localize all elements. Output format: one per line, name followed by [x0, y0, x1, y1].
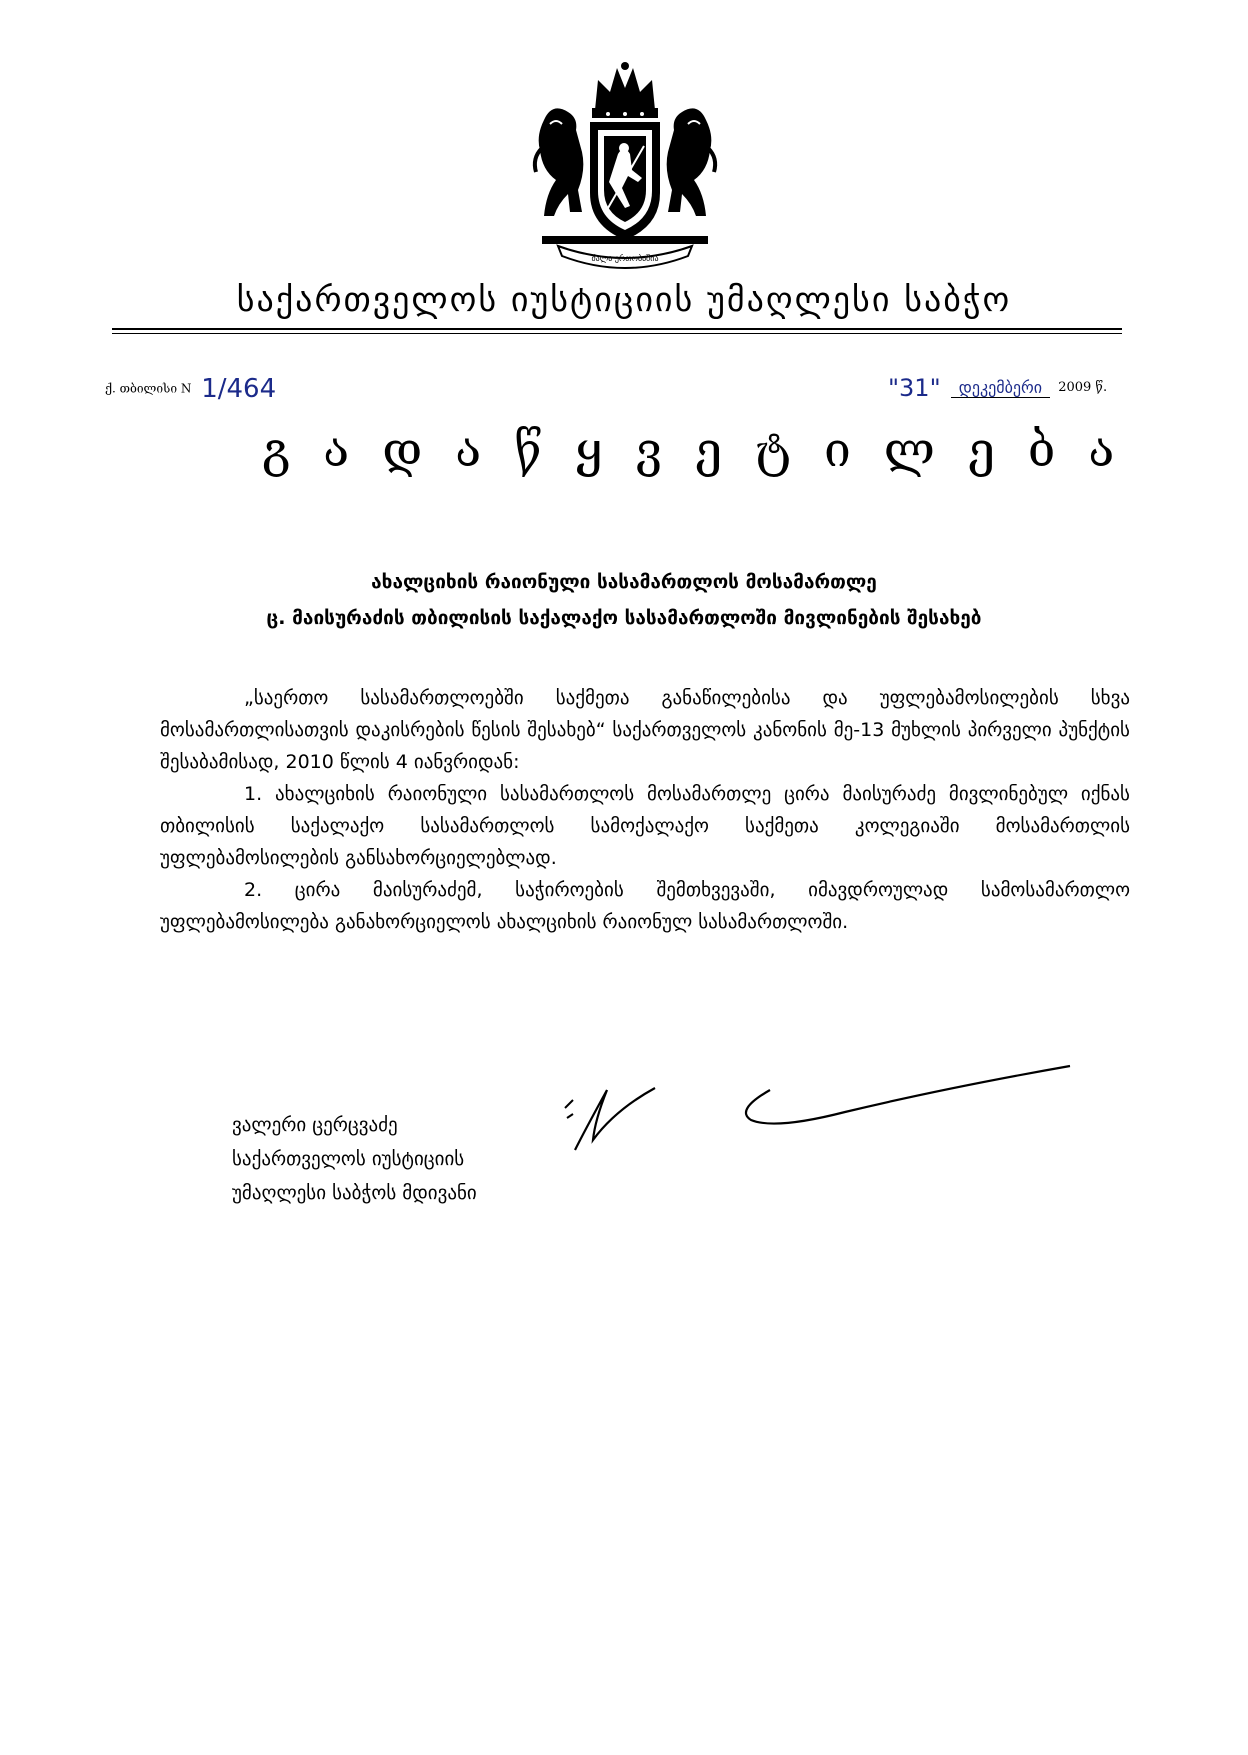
organization-header: საქართველოს იუსტიციის უმაღლესი საბჭო	[236, 280, 1012, 320]
signatory-position-line-2: უმაღლესი საბჭოს მდივანი	[232, 1182, 477, 1204]
body-intro-paragraph: „საერთო სასამართლოებში საქმეთა განაწილებისა და უფლებამოსილების სხვა მოსამართლისათვის დაკისრების წესის შესახებ“ საქართველოს კანონის მე-13 მუხლის პირველი პუნქტის შესაბამისად, 2010 წლის 4 იანვრიდან:	[160, 687, 1130, 773]
registration-prefix: ქ. თბილისი N	[105, 381, 192, 396]
signatory-position-line-1: საქართველოს იუსტიციის	[232, 1148, 465, 1170]
shield-icon	[590, 122, 660, 240]
document-title: გადაწყვეტილება	[262, 422, 1148, 478]
crown-icon	[592, 62, 658, 118]
body-item-2: 2. ცირა მაისურაძემ, საჭიროების შემთხვევაში, იმავდროულად სამოსამართლო უფლებამოსილება განახორციელოს ახალციხის რაიონულ სასამართლოში.	[160, 879, 1130, 933]
subject-line-2: ც. მაისურაძის თბილისის საქალაქო სასამართლოში მივლინების შესახებ	[266, 607, 982, 629]
lion-right-icon	[667, 108, 715, 216]
lion-left-icon	[535, 108, 583, 216]
document-date	[888, 374, 1108, 402]
coat-of-arms-emblem	[520, 58, 730, 273]
signatory-block	[232, 1108, 477, 1210]
document-subject	[100, 564, 1148, 636]
motto-ribbon-icon	[542, 236, 708, 268]
registration-number-handwritten: 1/464	[201, 373, 277, 404]
registration-number	[105, 373, 277, 404]
date-day-handwritten: "31"	[888, 374, 941, 402]
handwritten-signature	[545, 1060, 1075, 1180]
header-rule-thick	[112, 328, 1122, 330]
signatory-name: ვალერი ცერცვაძე	[232, 1114, 398, 1136]
date-year: 2009 წ.	[1058, 380, 1108, 395]
motto-text: ძალა ერთობაშია	[591, 254, 659, 263]
date-month-handwritten: დეკემბერი	[951, 378, 1050, 398]
document-body	[160, 682, 1130, 938]
header-rule-thin	[112, 333, 1122, 334]
body-item-1: 1. ახალციხის რაიონული სასამართლოს მოსამართლე ცირა მაისურაძე მივლინებულ იქნას თბილისის საქალაქო სასამართლოს სამოქალაქო საქმეთა კოლეგიაში მოსამართლის უფლებამოსილების განსახორციელებლად.	[160, 783, 1130, 869]
subject-line-1: ახალციხის რაიონული სასამართლოს მოსამართლე	[371, 571, 877, 593]
